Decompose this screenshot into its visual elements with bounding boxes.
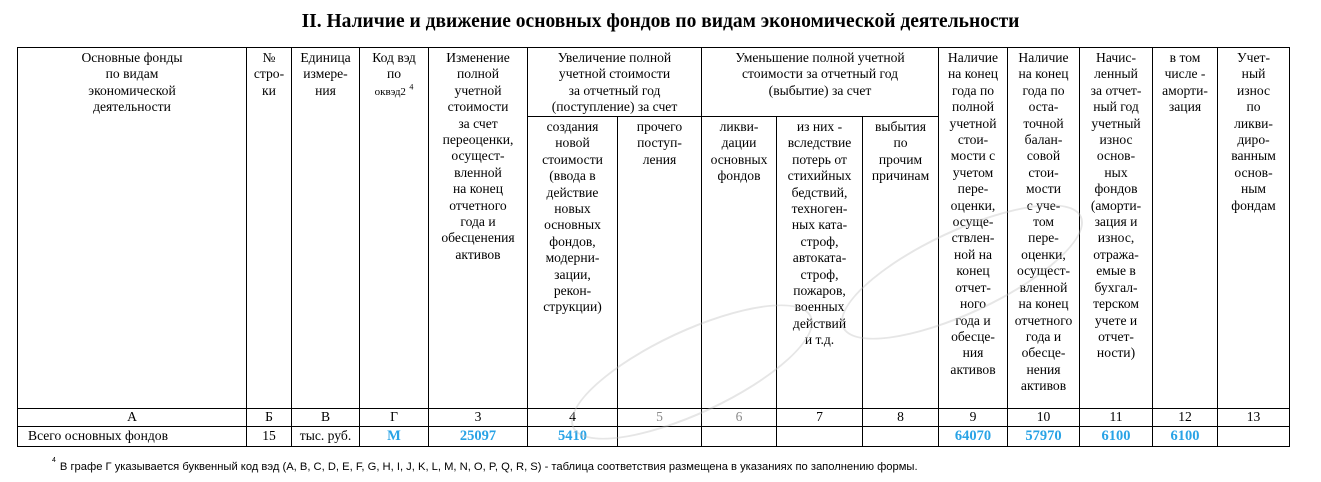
header-increase-other: прочего поступ- ления — [618, 117, 702, 409]
header-end-full: Наличие на конец года по полной учетной стои- мости с учетом пере- оценки, осуще- ствлен- ной на конец отчет- ного года и обесце- ния активов — [939, 48, 1008, 409]
cell-col-5[interactable] — [618, 427, 702, 447]
header-increase-new: создания новой стоимости (ввода в действие новых основных фондов, модерни- зации, рекон- струкции) — [528, 117, 618, 409]
cell-col-11[interactable]: 6100 — [1080, 427, 1153, 447]
column-number-3: 3 — [429, 409, 528, 427]
column-number-10: 10 — [1008, 409, 1080, 427]
header-increase-group: Увеличение полной учетной стоимости за отчетный год (поступление) за счет — [528, 48, 702, 117]
header-end-residual: Наличие на конец года по оста- точной балан- совой стои- мости с уче- том пере- оценки, осущест- вленной на конец отчетного года и обесце- нения активов — [1008, 48, 1080, 409]
footnote — [52, 457, 918, 473]
cell-col-4[interactable]: 5410 — [528, 427, 618, 447]
header-unit: Единица измере- ния — [292, 48, 360, 409]
column-number-7: 7 — [777, 409, 863, 427]
column-number-8: 8 — [863, 409, 939, 427]
column-number-6: 6 — [702, 409, 777, 427]
cell-col-9[interactable]: 64070 — [939, 427, 1008, 447]
total-row-code[interactable]: М — [360, 427, 429, 447]
header-code-ved: Код вэд по оквэд2 $^4$ — [360, 48, 429, 409]
cell-col-7[interactable] — [777, 427, 863, 447]
cell-col-10[interactable]: 57970 — [1008, 427, 1080, 447]
table-row — [18, 427, 1290, 447]
total-row-label: Всего основных фондов — [18, 427, 247, 447]
cell-col-12[interactable]: 6100 — [1153, 427, 1218, 447]
header-decrease-disasters: из них - вследствие потерь от стихийных бедствий, техноген- ных ката- строф, автоката- строф, пожаров, военных действий и т.д. — [777, 117, 863, 409]
total-row-number: 15 — [247, 427, 292, 447]
cell-col-13[interactable] — [1218, 427, 1290, 447]
header-liquidated-wear: Учет- ный износ по ликви- диро- ванным основ- ным фондам — [1218, 48, 1290, 409]
header-funds: Основные фонды по видам экономической деятельности — [18, 48, 247, 409]
section-title: II. Наличие и движение основных фондов по видам экономической деятельности — [301, 11, 1020, 32]
column-number-5: 5 — [618, 409, 702, 427]
footnote-text: В графе Г указывается буквенный код вэд (A, B, C, D, E, F, G, H, I, J, K, L, M, N, O, P, Q, R, S) - таблица соответствия размещена в указаниях по заполнению формы. — [59, 461, 918, 473]
header-decrease-group: Уменьшение полной учетной стоимости за отчетный год (выбытие) за счет — [702, 48, 939, 117]
header-amortization: в том числе - аморти- зация — [1153, 48, 1218, 409]
column-number-g: Г — [360, 409, 429, 427]
header-row-no: № стро- ки — [247, 48, 292, 409]
column-number-4: 4 — [528, 409, 618, 427]
fixed-assets-table — [17, 47, 1290, 447]
column-number-v: В — [292, 409, 360, 427]
column-number-b: Б — [247, 409, 292, 427]
cell-col-6[interactable] — [702, 427, 777, 447]
column-number-11: 11 — [1080, 409, 1153, 427]
total-row-unit: тыс. руб. — [292, 427, 360, 447]
cell-col-3[interactable]: 25097 — [429, 427, 528, 447]
header-depreciation: Начис- ленный за отчет- ный год учетный износ основ- ных фондов (аморти- зация и износ, отража- емые в бухгал- терском учете и отчет- ности) — [1080, 48, 1153, 409]
cell-col-8[interactable] — [863, 427, 939, 447]
header-revaluation: Изменение полной учетной стоимости за счет переоценки, осущест- вленной на конец отчетного года и обесценения активов — [429, 48, 528, 409]
column-number-13: 13 — [1218, 409, 1290, 427]
header-decrease-other: выбытия по прочим причинам — [863, 117, 939, 409]
column-number-9: 9 — [939, 409, 1008, 427]
column-number-12: 12 — [1153, 409, 1218, 427]
header-decrease-liquidation: ликви- дации основных фондов — [702, 117, 777, 409]
column-number-a: А — [18, 409, 247, 427]
footnote-marker: 4 — [52, 457, 56, 465]
